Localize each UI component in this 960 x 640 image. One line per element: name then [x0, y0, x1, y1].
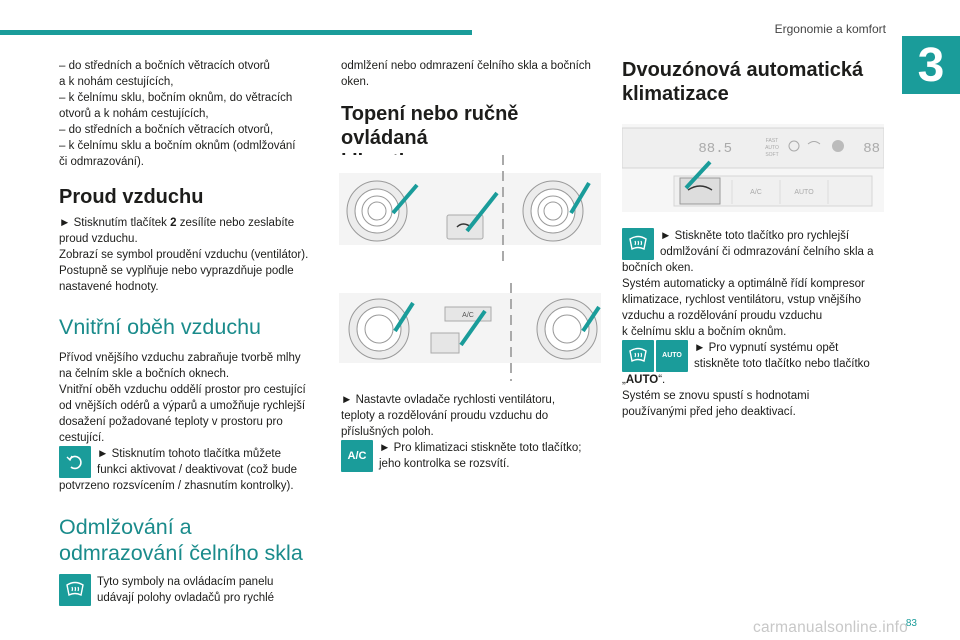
auto-body-line: Systém automaticky a optimálně řídí kompresor	[622, 278, 865, 290]
airflow-line: proud vzduchu.	[59, 233, 138, 245]
dual-zone-heading-line: klimatizace	[622, 83, 729, 105]
display-right-temp: 88	[863, 141, 880, 157]
airflow-line: Zobrazí se symbol proudění vzduchu (ventilátor).	[59, 249, 309, 261]
recirc-icon-line: funkci aktivovat / deaktivovat (což bude	[97, 464, 298, 476]
panel-auto-button: AUTO	[794, 189, 814, 196]
display-fast-label: FAST	[765, 138, 779, 144]
auto-body-line: k čelnímu sklu a bočním oknům.	[622, 326, 787, 338]
off-instruction	[622, 340, 884, 372]
ac-icon-line: ► Pro klimatizaci stiskněte toto tlačítko;	[379, 442, 582, 454]
auto-button-icon: AUTO	[656, 340, 688, 372]
recirc-line: Vnitřní oběh vzduchu oddělí prostor pro cestující	[59, 384, 306, 396]
auto-body-line: vzduchu a rozdělování proudu vzduchu	[622, 310, 823, 322]
column-right	[622, 58, 884, 106]
off-icon-line: ► Pro vypnutí systému opět	[694, 342, 839, 354]
list-line: – k čelnímu sklu a bočním oknům (odmlžování	[59, 140, 296, 152]
list-line: – do středních a bočních větracích otvorů,	[59, 124, 274, 136]
display-auto-label: AUTO	[765, 145, 779, 151]
list-line: – do středních a bočních větracích otvorů	[59, 60, 270, 72]
airflow-line: nastavené hodnoty.	[59, 281, 159, 293]
ac-button-icon: A/C	[341, 440, 373, 472]
display-soft-label: SOFT	[765, 152, 779, 158]
auto-body-line: klimatizace, rychlost ventilátoru, vstup vnějšího	[622, 294, 862, 306]
manual-control-panel-illustration-2	[339, 283, 601, 381]
off-after-line: používanými před jeho deaktivací.	[622, 406, 796, 418]
manual-control-panel-illustration-1	[339, 155, 601, 263]
ac-icon-line: jeho kontrolka se rozsvítí.	[379, 458, 510, 470]
adjust-line: teploty a rozdělování proudu vzduchu do	[341, 410, 549, 422]
recirc-line: od vnějších odérů a výparů a umožňuje rychlejší	[59, 400, 306, 412]
column-middle-lower	[341, 392, 603, 472]
adjust-line: ► Nastavte ovladače rychlosti ventilátoru,	[341, 394, 556, 406]
airflow-heading: Proud vzduchu	[59, 186, 204, 208]
windscreen-defrost-icon	[622, 228, 654, 260]
defog-icon-line: Tyto symboly na ovládacím panelu	[97, 576, 274, 588]
cont-line: oken.	[341, 76, 370, 88]
page-number: 83	[905, 618, 917, 629]
column-left	[59, 58, 321, 606]
list-line: – k čelnímu sklu, bočním oknům, do větracích	[59, 92, 293, 104]
windscreen-defrost-icon	[622, 340, 654, 372]
list-line: či odmrazování).	[59, 156, 145, 168]
defog-heading-line: odmrazování čelního skla	[59, 541, 303, 565]
recirc-line: Přívod vnějšího vzduchu zabraňuje tvorbě mlhy	[59, 352, 301, 364]
defog-heading-line: Odmlžování a	[59, 515, 192, 539]
recirc-line: dosažení požadované teploty v prostoru pro	[59, 416, 283, 428]
off-icon-line: stiskněte toto tlačítko nebo tlačítko	[694, 358, 870, 370]
ac-instruction	[341, 440, 603, 472]
header-accent-bar	[0, 30, 472, 35]
watermark: carmanualsonline.info	[753, 619, 908, 636]
cont-line: odmlžení nebo odmrazení čelního skla a bočních	[341, 60, 591, 72]
display-left-temp: 88.5	[698, 141, 732, 157]
column-right-lower	[622, 228, 884, 420]
panel-ac-button: A/C	[750, 189, 762, 196]
manual-heading-line: klimatizace	[341, 151, 448, 173]
airflow-line: ► Stisknutím tlačítek 2 zesílíte nebo zeslabíte	[59, 217, 295, 229]
off-after-line: „AUTO“.	[622, 374, 666, 386]
windscreen-defrost-icon	[59, 574, 91, 606]
recirc-line: na čelním skle a bočních oknech.	[59, 368, 230, 380]
defog-instruction	[59, 574, 321, 606]
defrost-icon-line: ► Stiskněte toto tlačítko pro rychlejší	[660, 230, 850, 242]
list-line: otvorů a k nohám cestujících,	[59, 108, 209, 120]
section-title: Ergonomie a komfort	[774, 22, 886, 36]
manual-heading-line: Topení nebo ručně ovládaná	[341, 103, 519, 149]
recirculation-icon	[59, 446, 91, 478]
recirc-icon-line: ► Stisknutím tohoto tlačítka můžete	[97, 448, 281, 460]
auto-body-line: bočních oken.	[622, 262, 694, 274]
recirculation-heading: Vnitřní oběh vzduchu	[59, 315, 261, 339]
list-line: a k nohám cestujících,	[59, 76, 174, 88]
recirc-after-line: potvrzeno rozsvícením / zhasnutím kontrolky).	[59, 480, 294, 492]
chapter-number-badge: 3	[902, 36, 960, 94]
off-after-line: Systém se znovu spustí s hodnotami	[622, 390, 810, 402]
adjust-line: příslušných poloh.	[341, 426, 434, 438]
dual-zone-panel-illustration	[622, 124, 884, 212]
defrost-icon-line: odmlžování či odmrazování čelního skla a	[660, 246, 874, 258]
recirc-line: cestující.	[59, 432, 105, 444]
defog-icon-line: udávají polohy ovladačů pro rychlé	[97, 592, 275, 604]
defrost-instruction	[622, 228, 884, 260]
panel-ac-label: A/C	[462, 312, 474, 319]
recirc-instruction	[59, 446, 321, 478]
left-knob	[347, 181, 407, 241]
dual-zone-heading-line: Dvouzónová automatická	[622, 59, 864, 81]
airflow-line: Postupně se vyplňuje nebo vyprazdňuje podle	[59, 265, 294, 277]
